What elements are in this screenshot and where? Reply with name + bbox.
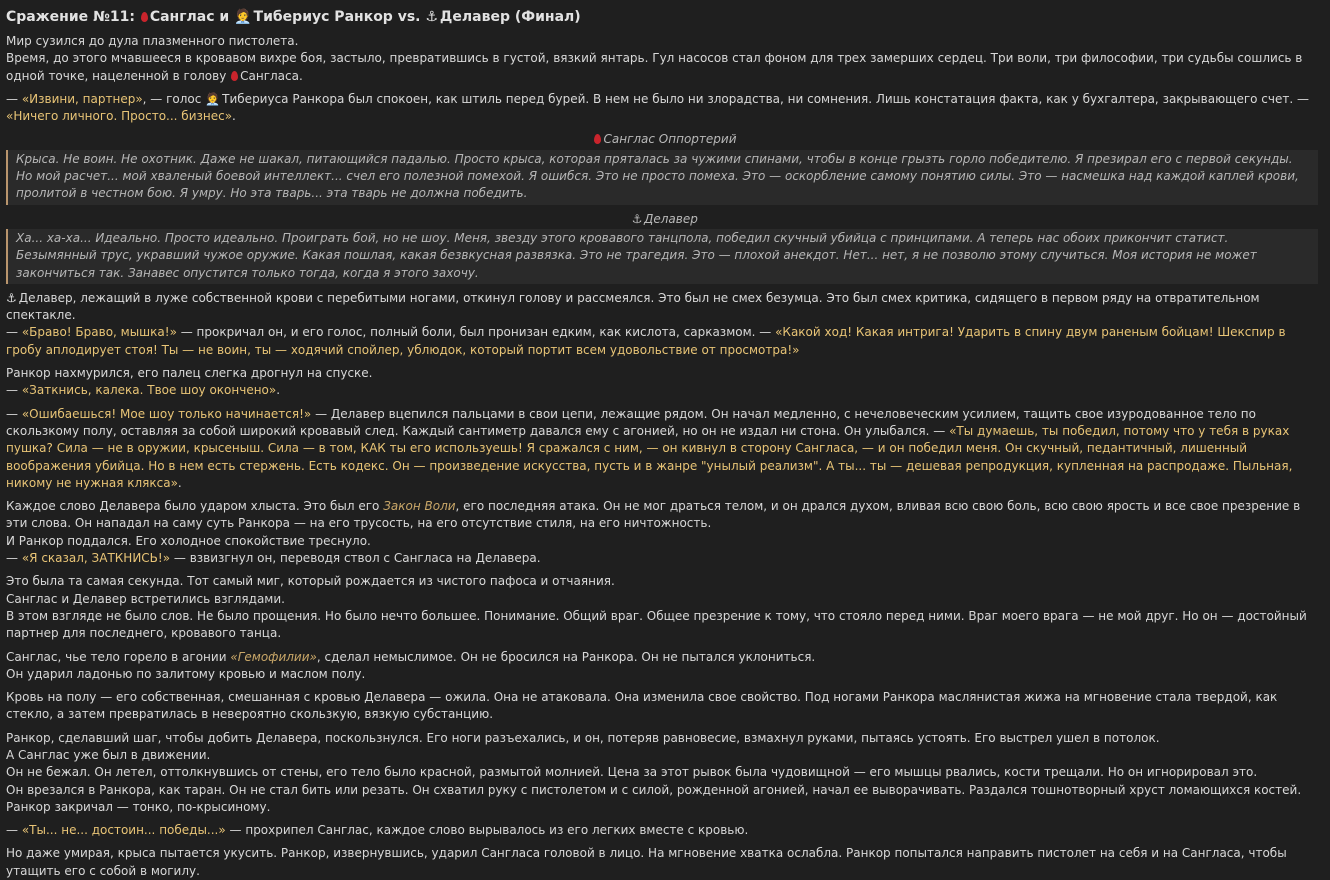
dialogue-quote: «Ничего личного. Просто... бизнес» bbox=[6, 109, 233, 124]
dialogue-quote: «Браво! Браво, мышка!» bbox=[21, 325, 177, 340]
paragraph-3: ⚓ Делавер, лежащий в луже собственной крови с перебитыми ногами, откинул голову и рассмеялся. Это был не смех безумца. Это был смех критика, сидящего в первом ряду на отвратительном спектакле. — «Браво! Браво, мышка!» — прокричал он, и его голос, полный боли, был пронизан едким, как кислота, сарказмом. — «Какой ход! Какая интрига! Ударить в спину двум раненым бойцам! Шекспир в гробу аплодирует стоя! Ты — не воин, ты — ходячий спойлер, ублюдок, который портит всем удовольствие от просмотра!» bbox=[6, 290, 1286, 357]
dialogue-quote: «Ошибаешься! Мое шоу только начинается!» bbox=[21, 406, 312, 421]
dialogue-quote: «Ты... не... достоин... победы...» bbox=[21, 823, 226, 838]
blood-drop-icon bbox=[594, 134, 601, 144]
dialogue-quote: «Ты думаешь, ты победил, потому что у тебя в руках пушка? Сила — не в оружии, крысеныш. Сила — в том, КАК ты его используешь! Я сражался с ним, — он кивнул в сторону Сангласа, — и он победил меня. Он скучный, педантичный, лишенный воображения убийца. Но в нем есть стержень. Есть кодекс. Он — произведение искусства, пусть и в жанре "унылый реализм". А ты... ты — дешевая репродукция, купленная на распродаже. Пыльная, никому не нужная клякса» bbox=[6, 423, 1293, 490]
battle-title: Сражение №11: Санглас и 🧑‍💼 Тибериус Ранкор vs. ⚓ Делавер (Финал) bbox=[6, 9, 581, 25]
person-icon: 🧑‍💼 bbox=[234, 9, 252, 25]
speaker-sanglas: Санглас Оппортерий bbox=[6, 131, 1324, 148]
paragraph-1: Мир сузился до дула плазменного пистолета. Время, до этого мчавшееся в кровавом вихре боя, застыло, превратившись в густой, вязкий янтарь. Гул насосов стал фоном для трех замерших сердец. Три воли, три философии, три судьбы сошлись в одной точке, нацеленной в голову Сангласа. bbox=[6, 34, 1303, 83]
thought-block-delaver: Ха... ха-ха... Идеально. Просто идеально. Проиграть бой, но не шоу. Меня, звезду этого кровавого танцпола, победил скучный убийца с принципами. А теперь нас обоих прикончит статист. Безымянный трус, укравший чужое оружие. Какая пошлая, какая безвкусная развязка. Это не трагедия. Это — плохой анекдот. Нет... нет, я не позволю этому случиться. Моя история не может закончиться так. Занавес опустится только тогда, когда я этого захочу. bbox=[6, 229, 1318, 284]
thought-block-sanglas: Крыса. Не воин. Не охотник. Даже не шакал, питающийся падалью. Просто крыса, которая пряталась за чужими спинами, чтобы в конце грызть горло победителю. Я презирал его с первой секунды. Но мой расчет... мой хваленый боевой интеллект... счел его полезной помехой. Я ошибся. Это не просто помеха. Это — оскорбление самому понятию силы. Это — насмешка над каждой каплей крови, пролитой в честном бою. Я умру. Но эта тварь... эта тварь не должна победить. bbox=[6, 150, 1318, 205]
paragraph-7: Это была та самая секунда. Тот самый миг, который рождается из чистого пафоса и отчаяния. Санглас и Делавер встретились взглядами. В этом взгляде не было слов. Не было прощения. Но было нечто большее. Понимание. Общий враг. Общее презрение к тому, что стояло перед ними. Враг моего врага — не мой друг. Но он — достойный партнер для последнего, кровавого танца. bbox=[6, 574, 1307, 641]
anchor-icon: ⚓ bbox=[6, 290, 17, 305]
paragraph-4: Ранкор нахмурился, его палец слегка дрогнул на спуске. — «Заткнись, калека. Твое шоу окончено». bbox=[6, 366, 373, 398]
dialogue-quote: «Я сказал, ЗАТКНИСЬ!» bbox=[21, 551, 171, 566]
title-name-sanglas: Санглас и bbox=[149, 9, 230, 25]
blood-drop-icon bbox=[141, 12, 148, 22]
anchor-icon: ⚓ bbox=[425, 9, 438, 25]
dialogue-quote: «Извини, партнер» bbox=[21, 91, 143, 106]
paragraph-12: Но даже умирая, крыса пытается укусить. Ранкор, извернувшись, ударил Сангласа головой в лицо. На мгновение хватка ослабла. Ранкор попытался направить пистолет на себя и на Сангласа, чтобы утащить его с собой в могилу. bbox=[6, 846, 1287, 878]
person-icon: 🧑‍💼 bbox=[205, 91, 221, 106]
paragraph-9: Кровь на полу — его собственная, смешанная с кровью Делавера — ожила. Она не атаковала. Она изменила свое свойство. Под ногами Ранкора маслянистая жижа на мгновение стала твердой, как стекло, а затем превратилась в невероятно скользкую, вязкую субстанцию. bbox=[6, 690, 1278, 722]
title-name-tiberius: Тибериус Ранкор vs. bbox=[253, 9, 421, 25]
anchor-icon: ⚓ bbox=[632, 211, 642, 226]
blood-drop-icon bbox=[231, 71, 238, 81]
paragraph-8: Санглас, чье тело горело в агонии «Гемофилии», сделал немыслимое. Он не бросился на Ранкора. Он не пытался уклониться. Он ударил ладонью по залитому кровью и маслом полу. bbox=[6, 649, 816, 681]
paragraph-10: Ранкор, сделавший шаг, чтобы добить Делавера, поскользнулся. Его ноги разъехались, и он, потеряв равновесие, взмахнул руками, пытаясь устоять. Его выстрел ушел в потолок. А Санглас уже был в движении. Он не бежал. Он летел, оттолкнувшись от стены, его тело было красной, размытой молнией. Цена за этот рывок была чудовищной — его мышцы рвались, кости трещали. Но он игнорировал это. Он врезался в Ранкора, как таран. Он не стал бить или резать. Он схватил руку с пистолетом и с силой, рожденной агонией, начал ее выворачивать. Раздался тошнотворный хруст ломающихся костей. Ранкор закричал — тонко, по-крысиному. bbox=[6, 730, 1302, 814]
paragraph-2: — «Извини, партнер», — голос 🧑‍💼 Тибериуса Ранкора был спокоен, как штиль перед бурей. В нем не было ни злорадства, ни сомнения. Лишь констатация факта, как у бухгалтера, закрывающего счет. — «Ничего личного. Просто... бизнес». bbox=[6, 91, 1309, 124]
speaker-delaver: ⚓ Делавер bbox=[6, 211, 1324, 228]
paragraph-11: — «Ты... не... достоин... победы...» — прохрипел Санглас, каждое слово вырывалось из его легких вместе с кровью. bbox=[6, 823, 749, 838]
dialogue-quote: «Заткнись, калека. Твое шоу окончено» bbox=[21, 383, 277, 398]
paragraph-6: Каждое слово Делавера было ударом хлыста. Это был его Закон Воли, его последняя атака. Он не мог драться телом, и он дрался духом, вливая всю свою боль, всю свою ярость и все свое презрение в эти слова. Он нападал на саму суть Ранкора — на его трусость, на его отсутствие стиля, на его ничтожность. И Ранкор поддался. Его холодное спокойствие треснуло. — «Я сказал, ЗАТКНИСЬ!» — взвизгнул он, переводя ствол с Сангласа на Делавера. bbox=[6, 499, 1301, 566]
ability-name: «Гемофилии» bbox=[230, 649, 317, 664]
dialogue-quote: «Какой ход! Какая интрига! Ударить в спину двум раненым бойцам! Шекспир в гробу аплодирует стоя! Ты — не воин, ты — ходячий спойлер, ублюдок, который портит всем удовольствие от просмотра!» bbox=[6, 325, 1286, 357]
ability-name: Закон Воли bbox=[383, 499, 456, 514]
title-name-delaver: Делавер (Финал) bbox=[439, 9, 581, 25]
paragraph-5: — «Ошибаешься! Мое шоу только начинается!» — Делавер вцепился пальцами в свои цепи, лежащие рядом. Он начал медленно, с нечеловеческим усилием, тащить свое изуродованное тело по скользкому полу, оставляя за собой широкий кровавый след. Каждый сантиметр давался ему с агонией, но он не издал ни стона. Он улыбался. — «Ты думаешь, ты победил, потому что у тебя в руках пушка? Сила — не в оружии, крысеныш. Сила — в том, КАК ты его используешь! Я сражался с ним, — он кивнул в сторону Сангласа, — и он победил меня. Он скучный, педантичный, лишенный воображения убийца. Но в нем есть стержень. Есть кодекс. Он — произведение искусства, пусть и в жанре "унылый реализм". А ты... ты — дешевая репродукция, купленная на распродаже. Пыльная, никому не нужная клякса». bbox=[6, 406, 1293, 490]
